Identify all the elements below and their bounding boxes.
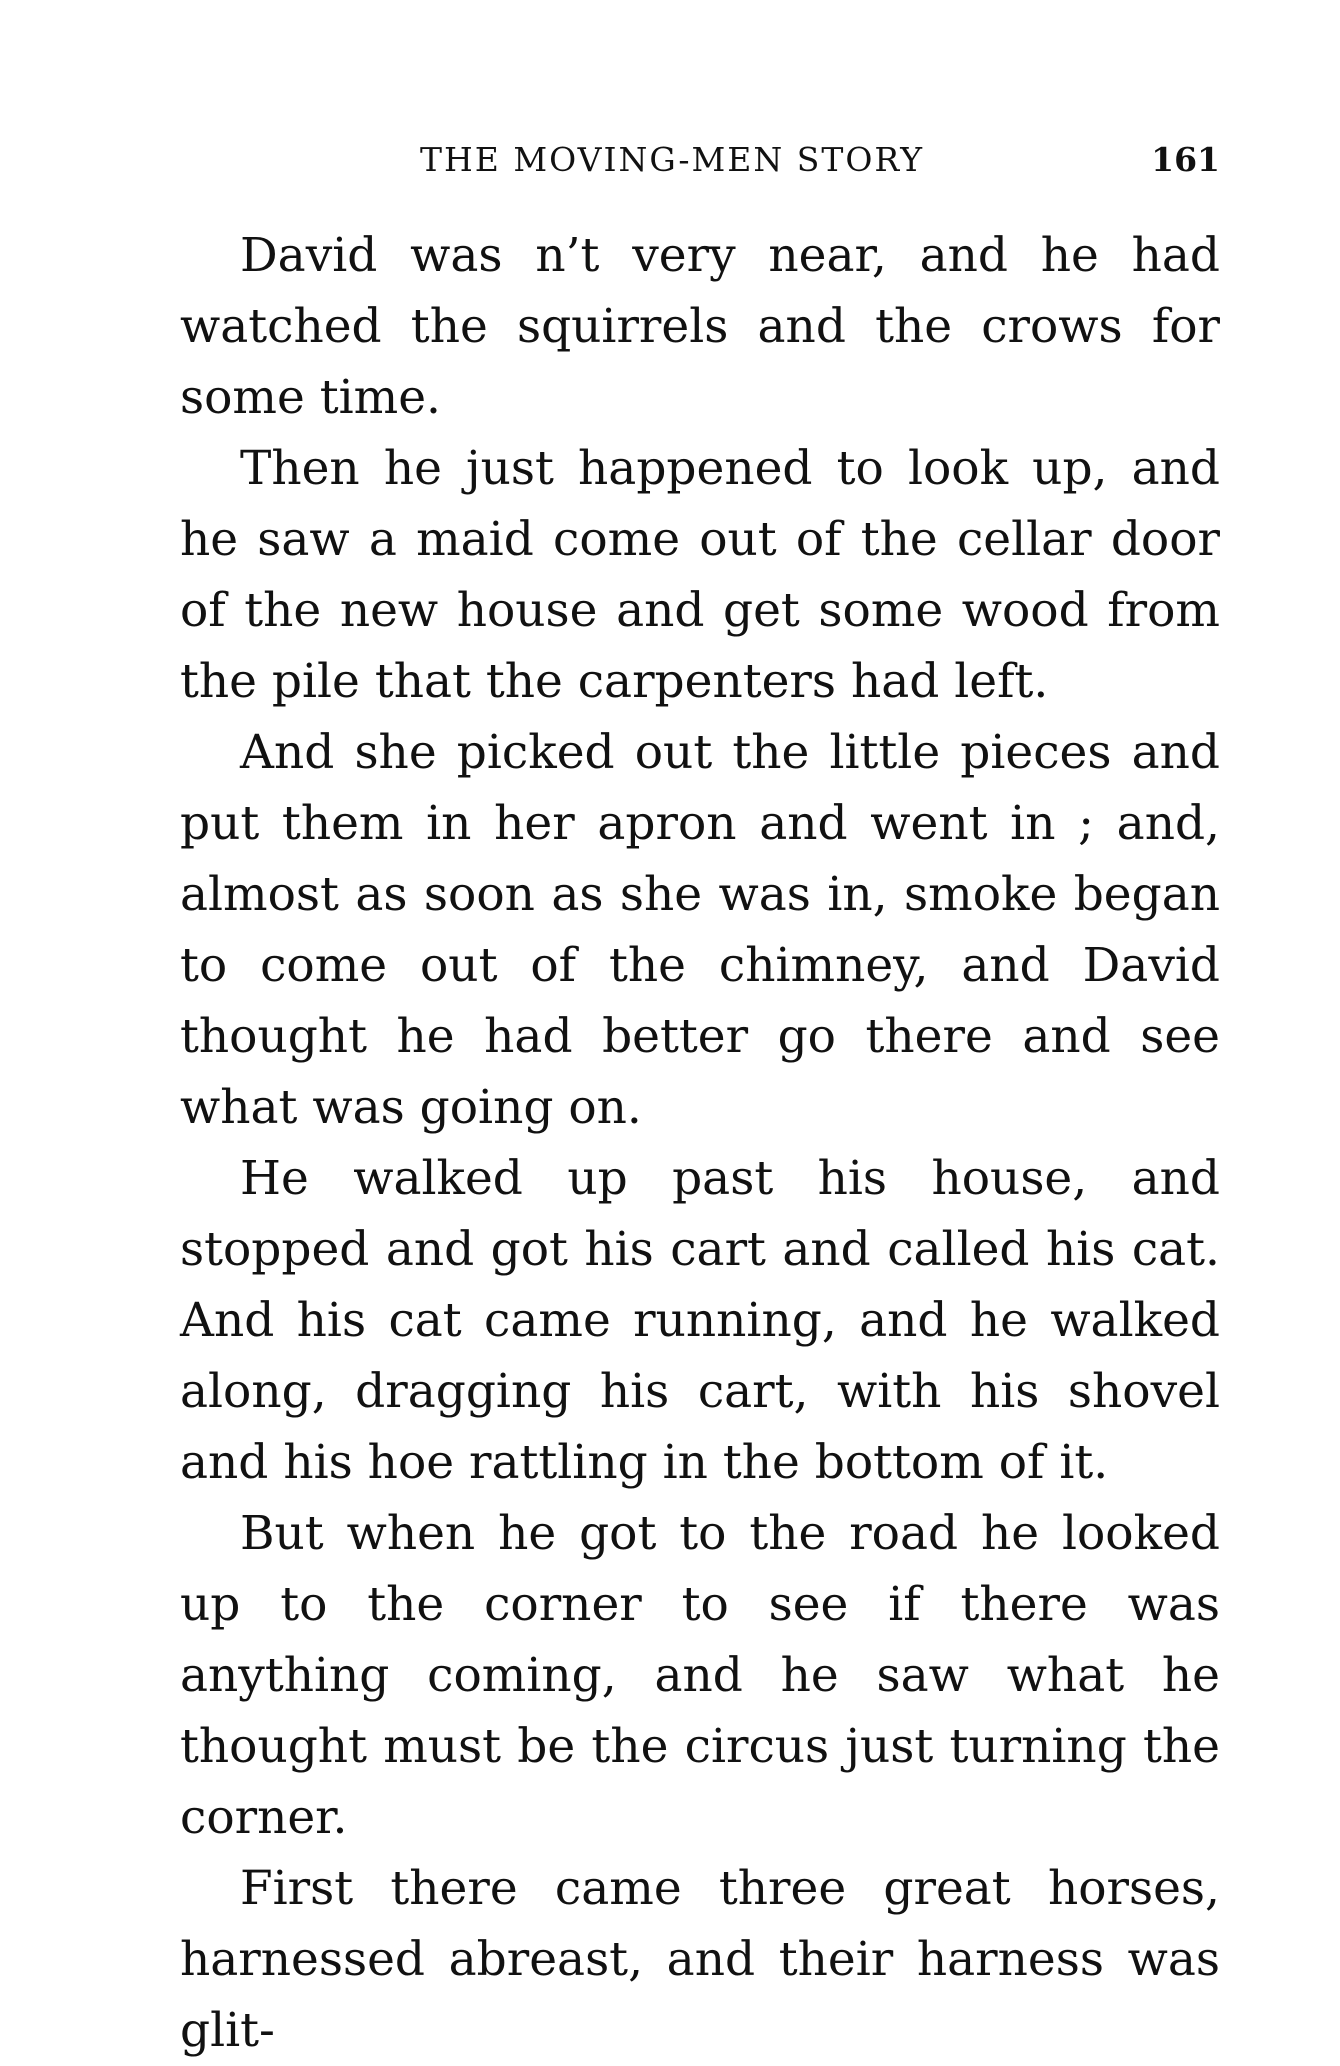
running-head [0,140,1340,180]
paragraph-5: But when he got to the road he looked up to the corner to see if there was anything coming, and he saw what he thought must be the circus just turning the corner. [180,1506,1220,1845]
paragraph-4: He walked up past his house, and stopped and got his cart and called his cat. And his cat came running, and he walked along, dragging his cart, with his shovel and his hoe rattling in the bottom of it. [180,1151,1220,1490]
paragraph-1: David was n’t very near, and he had watched the squirrels and the crows for some time. [180,228,1220,425]
paragraph-3: And she picked out the little pieces and put them in her apron and went in ; and, almost as soon as she was in, smoke began to come out of the chimney, and David thought he had better go there and see what was going on. [180,725,1220,1135]
paragraph-2: Then he just happened to look up, and he saw a maid come out of the cellar door of the new house and get some wood from the pile that the carpenters had left. [180,441,1220,709]
page-number: 161 [1151,140,1220,179]
body-text [180,220,1220,2066]
running-title: THE MOVING-MEN STORY [420,140,925,179]
paragraph-6: First there came three great horses, harnessed abreast, and their harness was glit- [180,1861,1220,2058]
